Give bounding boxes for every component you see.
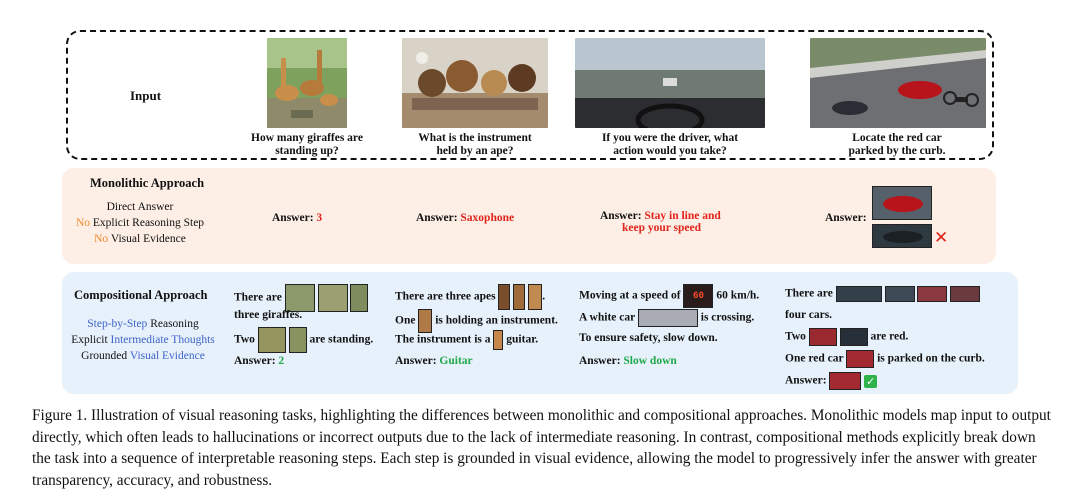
answer-label: Answer: — [272, 212, 317, 224]
answer-value: 2 — [278, 355, 285, 367]
comp-col1-line-1 — [234, 284, 368, 312]
answer-value: Stay in line and — [644, 210, 721, 222]
monolithic-line-1: Direct Answer — [106, 201, 174, 213]
comp-col3-line-1 — [579, 284, 759, 308]
col2-text: guitar. — [506, 333, 539, 346]
comp-col4-line-2: four cars. — [785, 309, 833, 321]
intermediate-thoughts-highlight: Intermediate Thoughts — [110, 334, 215, 346]
monolithic-line-2 — [50, 217, 230, 229]
col1-text: There are — [234, 291, 282, 304]
col2-text: One — [395, 314, 416, 327]
col1-text: Two — [234, 333, 255, 346]
red-car-crop-thumbnail — [846, 350, 874, 368]
ape-crop-thumbnail — [513, 284, 525, 310]
monolithic-answer-4: Answer: — [825, 212, 867, 224]
col2-text: There are three apes — [395, 290, 496, 303]
white-car-crop-thumbnail — [638, 309, 698, 327]
question-1 — [222, 132, 392, 158]
monolithic-line-3 — [50, 233, 230, 245]
monolithic-answer-3-line-2: keep your speed — [622, 222, 702, 234]
col4-text: are red. — [870, 330, 909, 343]
question-3-line-1: If you were the driver, what — [601, 132, 739, 144]
apes-room-image — [402, 38, 548, 128]
comp-col3-line-2 — [579, 309, 754, 327]
giraffe-crop-thumbnail — [350, 284, 368, 312]
comp-col1-answer — [234, 355, 284, 367]
guitar-crop-thumbnail — [493, 330, 503, 350]
col2-text: is holding an instrument. — [435, 314, 558, 327]
ape-crop-thumbnail — [528, 284, 542, 310]
col2-text: . — [542, 290, 546, 303]
red-car-aerial-image — [810, 38, 986, 128]
step-by-step-highlight: Step-by-Step — [87, 318, 148, 330]
comp-col2-line-1 — [395, 284, 545, 310]
compositional-title: Compositional Approach — [74, 288, 208, 302]
col4-text: There are — [785, 287, 833, 300]
col4-text: One red car — [785, 352, 844, 365]
col4-text: Two — [785, 330, 806, 343]
giraffe-crop-thumbnail — [258, 327, 286, 353]
monolithic-answer-3 — [600, 210, 721, 222]
red-car-crop-thumbnail — [809, 328, 837, 346]
col3-text: is crossing. — [700, 311, 755, 324]
col3-text: 60 km/h. — [716, 289, 760, 302]
monolithic-answer-1 — [272, 212, 322, 224]
answer-value: Slow down — [623, 355, 677, 367]
wrong-mark-icon: ✕ — [934, 228, 949, 248]
question-2-line-1: What is the instrument — [418, 132, 532, 144]
monolithic-answer-2 — [416, 212, 514, 224]
answer-label: Answer: — [416, 212, 461, 224]
no-evidence-highlight: No — [94, 233, 109, 245]
comp-col3-answer — [579, 355, 677, 367]
compositional-line-1-rest: Reasoning — [147, 318, 199, 330]
giraffe-crop-thumbnail — [285, 284, 315, 312]
comp-col4-answer — [785, 372, 877, 390]
giraffe-image — [267, 38, 347, 128]
monolithic-title: Monolithic Approach — [90, 176, 205, 190]
compositional-line-2-pre: Explicit — [71, 334, 111, 346]
col4-text: is parked on the curb. — [877, 352, 985, 365]
question-1-line-1: How many giraffes are — [251, 132, 363, 144]
driving-image — [575, 38, 765, 128]
no-reasoning-highlight: No — [75, 217, 91, 229]
comp-col4-line-3 — [785, 328, 908, 346]
compositional-line-1 — [53, 318, 233, 330]
car-crop-thumbnail — [840, 328, 868, 346]
question-4-line-1: Locate the red car — [852, 132, 942, 144]
answer-label: Answer: — [234, 355, 279, 367]
col3-text: Moving at a speed of — [579, 289, 681, 302]
speedometer-crop-thumbnail: 60 — [683, 284, 713, 308]
visual-evidence-highlight: Visual Evidence — [129, 350, 205, 362]
ape-crop-thumbnail — [498, 284, 510, 310]
question-2-line-2: held by an ape? — [436, 145, 514, 157]
giraffe-crop-thumbnail — [318, 284, 348, 312]
giraffe-crop-thumbnail — [289, 327, 307, 353]
comp-col1-line-2: three giraffes. — [234, 309, 303, 321]
car-crop-thumbnail — [885, 286, 915, 302]
monolithic-crop-red-car — [872, 186, 932, 220]
input-label: Input — [130, 88, 162, 103]
comp-col1-line-3 — [234, 327, 373, 353]
compositional-line-2 — [53, 334, 233, 346]
col3-text: A white car — [579, 311, 636, 324]
red-car-crop-thumbnail — [829, 372, 861, 390]
monolithic-crop-dark-car — [872, 224, 932, 248]
compositional-line-3-pre: Grounded — [81, 350, 130, 362]
comp-col2-line-3 — [395, 330, 538, 350]
car-crop-thumbnail — [917, 286, 947, 302]
monolithic-line-3-rest: Visual Evidence — [108, 233, 186, 245]
question-2 — [390, 132, 560, 158]
question-1-line-2: standing up? — [275, 145, 339, 157]
comp-col2-answer — [395, 355, 473, 367]
monolithic-line-2-rest: Explicit Reasoning Step — [90, 217, 205, 229]
question-3 — [575, 132, 765, 158]
answer-label: Answer: — [579, 355, 624, 367]
question-4 — [812, 132, 982, 158]
car-crop-thumbnail — [950, 286, 980, 302]
comp-col4-line-4 — [785, 350, 985, 368]
comp-col3-line-3: To ensure safety, slow down. — [579, 332, 718, 344]
answer-value: Guitar — [439, 355, 473, 367]
answer-value: 3 — [316, 212, 323, 224]
col2-text: The instrument is a — [395, 333, 491, 346]
car-crop-thumbnail — [836, 286, 882, 302]
answer-label: Answer: — [785, 374, 830, 387]
answer-label: Answer: — [600, 210, 645, 222]
answer-value: Saxophone — [460, 212, 515, 224]
compositional-line-3 — [53, 350, 233, 362]
comp-col4-line-1 — [785, 286, 980, 302]
question-3-line-2: action would you take? — [613, 145, 727, 157]
figure-caption: Figure 1. Illustration of visual reasoning tasks, highlighting the differences between monolithic and compositional approaches. Monolithic models map input to output directly, which often leads to hallucinations or incorrect outputs due to the lack of intermediate reasoning. In contrast, compositional methods explicitly break down the task into a sequence of interpretable reasoning steps. Each step is grounded in visual evidence, allowing the model to progressively infer the answer with greater transparency, accuracy, and robustness. — [32, 407, 1051, 489]
check-mark-icon: ✓ — [866, 374, 876, 388]
question-4-line-2: parked by the curb. — [848, 145, 946, 157]
col1-text: are standing. — [309, 333, 374, 346]
answer-label: Answer: — [395, 355, 440, 367]
